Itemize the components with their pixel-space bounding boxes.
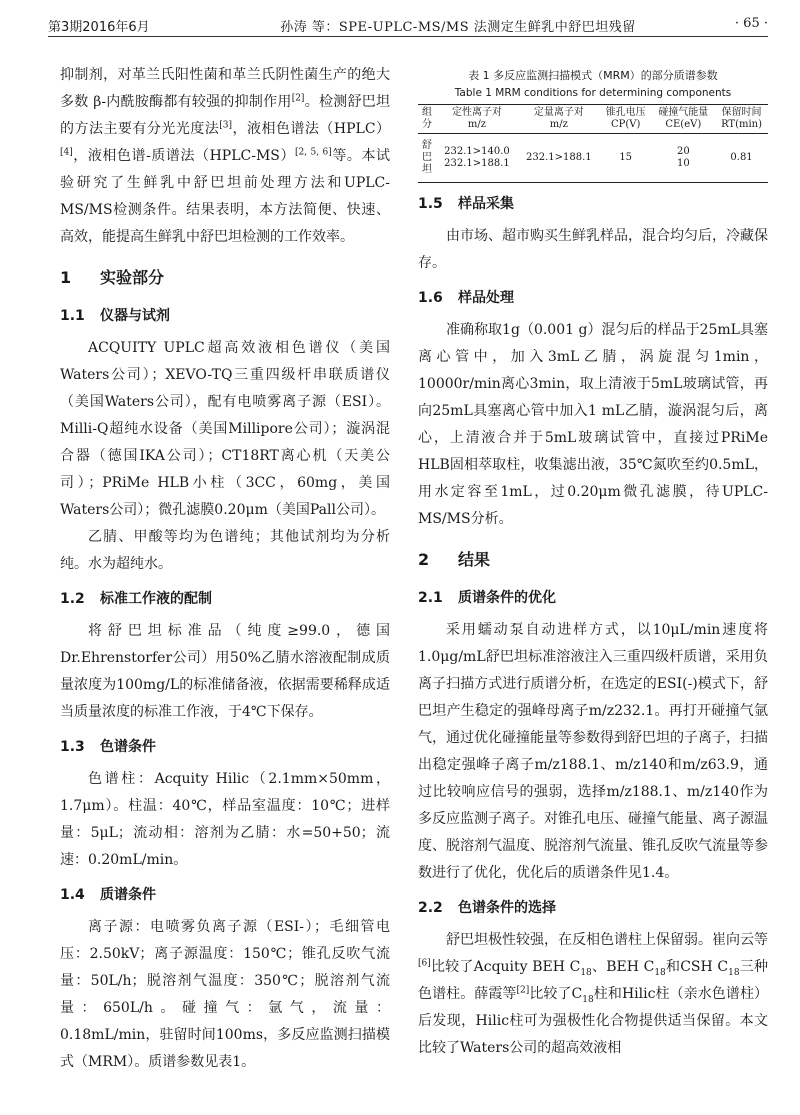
- right-column: [418, 62, 768, 1062]
- subsection-heading: 1.2 标准工作液的配制: [60, 591, 212, 607]
- subsection-heading: 1.4 质谱条件: [60, 887, 156, 903]
- issue-info: 第3期2016年6月: [48, 20, 150, 35]
- paragraph: ACQUITY UPLC超高效液相色谱仪（美国Waters公司）；XEVO-TQ三重四级杆串联质谱仪（美国Waters公司），配有电喷雾离子源（ESI）。Milli-Q超纯水设备（美国Millipore公司）；漩涡混合器（德国IKA公司）；CT18RT离心机（天美公司）；PRiMe HLB小柱（3CC，60mg，美国Waters公司）；微孔滤膜0.20μm（美国Pall公司）。: [60, 340, 390, 518]
- paragraph: 将舒巴坦标准品（纯度≥99.0，德国Dr.Ehrenstorfer公司）用50%乙腈水溶液配制成质量浓度为100mg/L的标准储备液，依据需要稀释成适当质量浓度的标准工作液，于4℃下保存。: [60, 623, 390, 720]
- subsection-heading: 2.1 质谱条件的优化: [418, 590, 556, 606]
- section-heading: 2 结果: [418, 550, 491, 569]
- subsection-heading: 1.3 色谱条件: [60, 739, 156, 755]
- table-caption-zh: 表 1 多反应监测扫描模式（MRM）的部分质谱参数: [468, 69, 718, 82]
- col-header-quantitative: 定量离子对 m/z: [518, 105, 600, 134]
- col-header-qualitative: 定性离子对 m/z: [436, 105, 518, 134]
- table-row: [418, 134, 768, 183]
- subsection-heading: 2.2 色谱条件的选择: [418, 900, 556, 916]
- col-header-collision: 碰撞气能量 CE(eV): [652, 105, 716, 134]
- subsection-heading: 1.5 样品采集: [418, 196, 514, 212]
- mrm-table: [418, 104, 768, 183]
- citation: [2]: [516, 985, 530, 996]
- citation: [6]: [418, 958, 431, 969]
- subsection-heading: 1.1 仪器与试剂: [60, 308, 170, 324]
- paragraph: 准确称取1g（0.001 g）混匀后的样品于25mL具塞离心管中，加入3mL乙腈，涡旋混匀1min，10000r/min离心3min，取上清液于5mL玻璃试管，再向25mL具塞离心管中加入1 mL乙腈，漩涡混匀后，离心，上清液合并于5mL玻璃试管中，直接过PRiMe HLB固相萃取柱，收集滤出液，35℃氮吹至约0.5mL，用水定容至1mL，过0.20μm微孔滤膜，待UPLC-MS/MS分析。: [418, 322, 768, 527]
- section-heading: 1 实验部分: [60, 268, 165, 287]
- citation: [4]: [60, 147, 73, 158]
- page-number: · 65 ·: [734, 16, 768, 31]
- paragraph: 离子源：电喷雾负离子源（ESI-）；毛细管电压：2.50kV；离子源温度：150℃；锥孔反吹气流量：50L/h；脱溶剂气温度：350℃；脱溶剂气流量：650L/h。碰撞气：氩气，流量：0.18mL/min，驻留时间100ms，多反应监测扫描模式（MRM）。质谱参数见表1。: [60, 919, 390, 1070]
- cell-rt: 0.81: [715, 134, 768, 183]
- paragraph: 舒巴坦极性较强，在反相色谱柱上保留弱。崔向云等[6]比较了Acquity BEH $C_{18}$、BEH $C_{18}$和CSH $C_{18}$三种色谱柱。薛霞等[2]比较了$C_{18}$柱和Hilic柱（亲水色谱柱）后发现，Hilic柱可为强极性化合物提供适当保留。本文比较了Waters公司的超高效液相: [418, 932, 769, 1056]
- table-1: [418, 68, 768, 183]
- paragraph: 由市场、超市购买生鲜乳样品，混合均匀后，冷藏保存。: [418, 228, 768, 271]
- cell-component: 舒巴坦: [418, 134, 436, 183]
- paragraph: 采用蠕动泵自动进样方式，以10μL/min速度将1.0μg/mL舒巴坦标准溶液注入三重四级杆质谱，采用负离子扫描方式进行质谱分析，在选定的ESI(-)模式下，舒巴坦产生稳定的强峰母离子m/z232.1。再打开碰撞气氩气，通过优化碰撞能量等参数得到舒巴坦的子离子，扫描出稳定强峰子离子m/z188.1、m/z140和m/z63.9，通过比较响应信号的强弱，选择m/z188.1、m/z140作为多反应监测子离子。对锥孔电压、碰撞气能量、离子源温度、脱溶剂气温度、脱溶剂气流量、锥孔反吹气流量等参数进行了优化，优化后的质谱条件见1.4。: [418, 622, 768, 881]
- cell-quantitative: 232.1>188.1: [518, 134, 600, 183]
- citation: [2, 5, 6]: [295, 147, 332, 158]
- col-header-component: 组分: [418, 105, 436, 134]
- table-caption-en: Table 1 MRM conditions for determining components: [454, 87, 732, 99]
- col-header-rt: 保留时间 RT(min): [715, 105, 768, 134]
- cell-collision: 20 10: [652, 134, 716, 183]
- paragraph: 乙腈、甲酸等均为色谱纯；其他试剂均为分析纯。水为超纯水。: [60, 529, 390, 572]
- left-column: [60, 62, 390, 1076]
- subsection-heading: 1.6 样品处理: [418, 290, 514, 306]
- citation: [2]: [291, 93, 305, 104]
- citation: [3]: [219, 120, 233, 131]
- intro-paragraph: 抑制剂，对革兰氏阳性菌和革兰氏阴性菌生产的绝大多数 β-内酰胺酶都有较强的抑制作用[2]。检测舒巴坦的方法主要有分光光度法[3]，液相色谱法（HPLC）[4]，液相色谱-质谱法（HPLC-MS）[2, 5, 6]等。本试验研究了生鲜乳中舒巴坦前处理方法和UPLC-MS/MS检测条件。结果表明，本方法简便、快速、高效，能提高生鲜乳中舒巴坦检测的工作效率。: [60, 67, 391, 245]
- running-header: [48, 10, 768, 37]
- table-header-row: [418, 105, 768, 134]
- cell-cone: 15: [600, 134, 652, 183]
- cell-qualitative: 232.1>140.0 232.1>188.1: [436, 134, 518, 183]
- paragraph: 色谱柱：Acquity Hilic（2.1mm×50mm，1.7μm）。柱温：40℃，样品室温度：10℃；进样量：5μL；流动相：溶剂为乙腈：水=50+50；流速：0.20mL/min。: [60, 771, 390, 868]
- running-title: 孙涛 等：SPE-UPLC-MS/MS 法测定生鲜乳中舒巴坦残留: [280, 20, 636, 35]
- col-header-cone: 锥孔电压 CP(V): [600, 105, 652, 134]
